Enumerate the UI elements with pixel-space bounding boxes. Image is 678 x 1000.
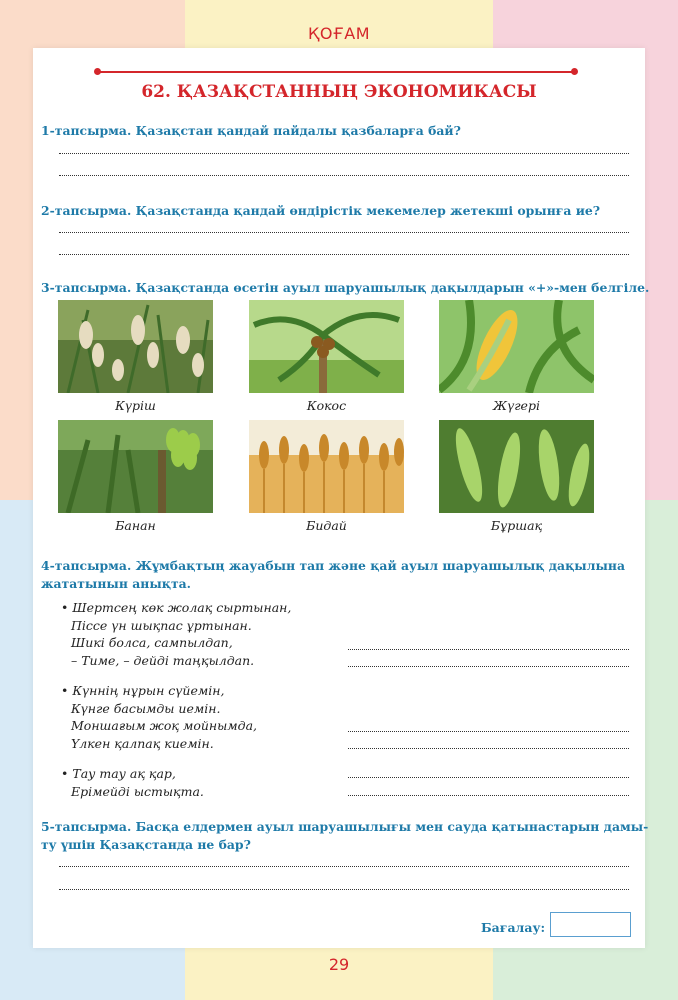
- divider-dot: [571, 68, 578, 75]
- lesson-title: 62. ҚАЗАҚСТАННЫҢ ЭКОНОМИКАСЫ: [141, 82, 537, 102]
- task-3-prompt: 3-тапсырма. Қазақстанда өсетін ауыл шаруашылық дақылдарын «+»-мен белгіле.: [41, 280, 650, 295]
- coconut-image[interactable]: [249, 300, 404, 393]
- answer-line[interactable]: [59, 232, 629, 233]
- grade-box[interactable]: [550, 912, 631, 937]
- wheat-image[interactable]: [249, 420, 404, 513]
- crop-label: Бидай: [306, 518, 347, 533]
- task-4-line: 4-тапсырма. Жұмбақтың жауабын тап және қай ауыл шаруашылық дақылына: [41, 558, 625, 573]
- answer-line[interactable]: [59, 153, 629, 154]
- riddle-line: • Шертсең көк жолақ сыртынан,: [61, 600, 292, 615]
- riddle-3: [61, 765, 204, 800]
- task-4-prompt: [41, 557, 625, 593]
- riddle-2: [61, 682, 257, 752]
- answer-line[interactable]: [59, 866, 629, 867]
- crop-label: Жүгері: [493, 398, 540, 413]
- riddle-answer-line[interactable]: [348, 777, 629, 778]
- subject-header: ҚОҒАМ: [308, 24, 370, 43]
- bean-image[interactable]: [439, 420, 594, 513]
- riddle-1: [61, 599, 291, 669]
- answer-line[interactable]: [59, 254, 629, 255]
- riddle-line: – Тиме, – дейді таңқылдап.: [71, 652, 255, 668]
- riddle-answer-line[interactable]: [348, 748, 629, 749]
- title-divider: [97, 71, 575, 73]
- answer-line[interactable]: [59, 175, 629, 176]
- riddle-line: Моншағым жоқ мойнымда,: [71, 718, 258, 733]
- task-5-line: ту үшін Қазақстанда не бар?: [41, 837, 251, 852]
- riddle-line: Үлкен қалпақ киемін.: [71, 735, 214, 751]
- crop-label: Банан: [115, 518, 156, 533]
- riddle-line: Піссе үн шықпас ұртынан.: [71, 617, 252, 633]
- crop-label: Кокос: [306, 398, 347, 413]
- crop-label: Бұршақ: [490, 518, 543, 533]
- answer-line[interactable]: [59, 889, 629, 890]
- divider-dot: [94, 68, 101, 75]
- grade-label: Бағалау:: [481, 920, 546, 935]
- task-5-prompt: [41, 818, 648, 854]
- riddle-answer-line[interactable]: [348, 666, 629, 667]
- task-4-line: жататынын анықта.: [41, 576, 191, 591]
- page-number: 29: [328, 955, 350, 974]
- riddle-answer-line[interactable]: [348, 649, 629, 650]
- riddle-line: • Тау тау ақ қар,: [61, 766, 176, 781]
- rice-image[interactable]: [58, 300, 213, 393]
- riddle-line: • Күннің нұрын сүйемін,: [61, 683, 225, 698]
- riddle-answer-line[interactable]: [348, 731, 629, 732]
- crop-label: Күріш: [115, 398, 156, 413]
- riddle-line: Ерімейді ыстықта.: [71, 783, 204, 799]
- task-1-prompt: 1-тапсырма. Қазақстан қандай пайдалы қазбаларға бай?: [41, 123, 461, 138]
- task-2-prompt: 2-тапсырма. Қазақстанда қандай өндірістік мекемелер жетекші орынға ие?: [41, 203, 601, 218]
- banana-image[interactable]: [58, 420, 213, 513]
- riddle-line: Күнге басымды иемін.: [71, 700, 221, 716]
- task-5-line: 5-тапсырма. Басқа елдермен ауыл шаруашылығы мен сауда қатынастарын дамы-: [41, 819, 649, 834]
- corn-image[interactable]: [439, 300, 594, 393]
- riddle-answer-line[interactable]: [348, 795, 629, 796]
- riddle-line: Шикі болса, сампылдап,: [71, 635, 233, 650]
